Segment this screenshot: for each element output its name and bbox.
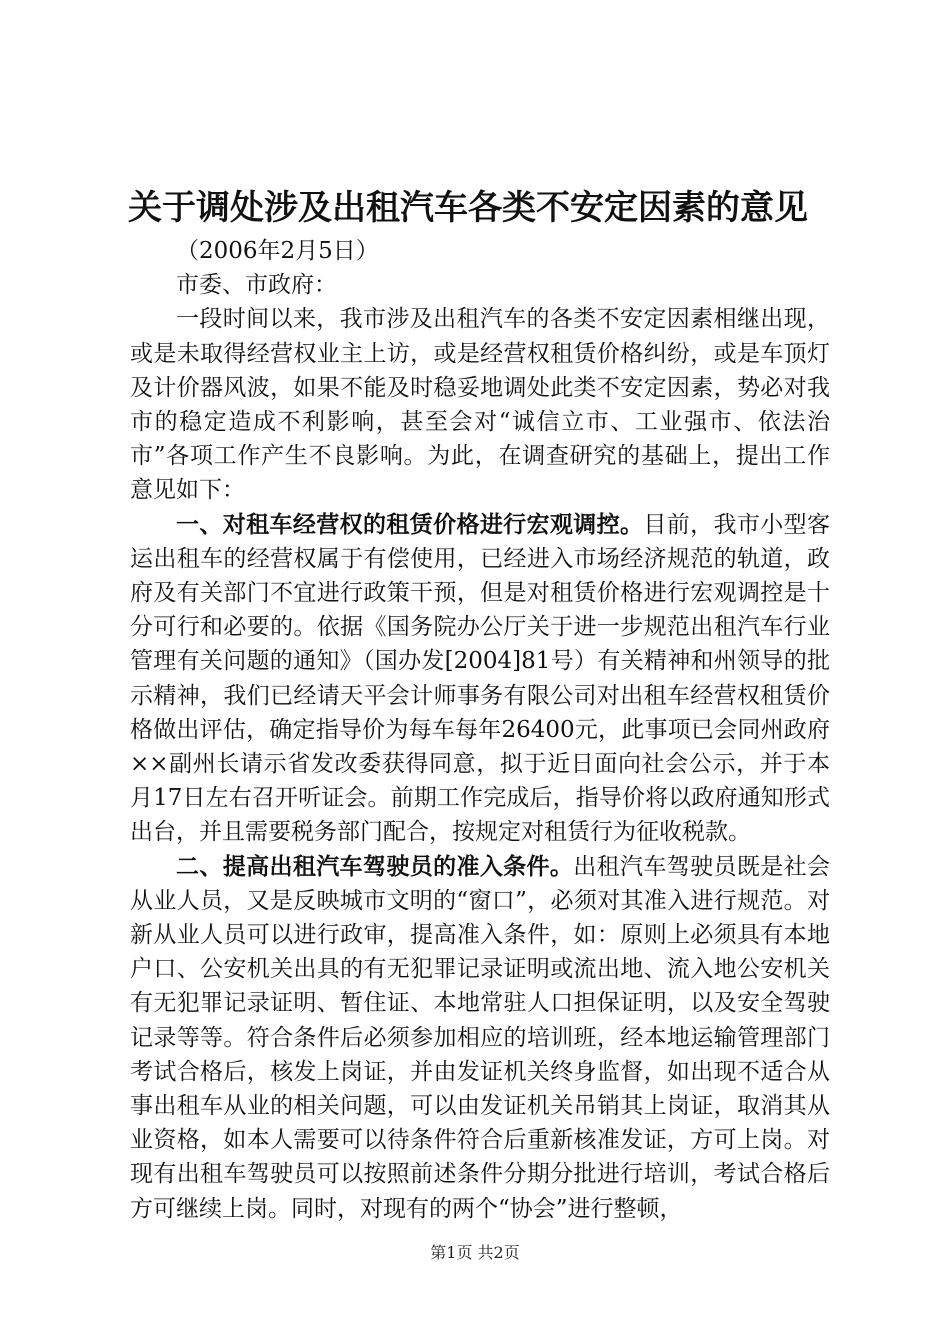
- section-1-body: 目前，我市小型客运出租车的经营权属于有偿使用，已经进入市场经济规范的轨道，政府及有关部门不宜进行政策干预，但是对租赁价格进行宏观调控是十分可行和必要的。依据《国务院办公厅关于进一步规范出租汽车行业管理有关问题的通知》（国办发[2004]81号）有关精神和州领导的批示精神，我们已经请天平会计师事务有限公司对出租车经营权租赁价格做出评估，确定指导价为每车每年26400元，此事项已会同州政府××副州长请示省发改委获得同意，拟于近日面向社会公示，并于本月17日左右召开听证会。前期工作完成后，指导价将以政府通知形式出台，并且需要税务部门配合，按规定对租赁行为征收税款。: [130, 511, 831, 846]
- document-title: 关于调处涉及出租汽车各类不安定因素的意见: [128, 188, 808, 228]
- section-2-paragraph: [130, 850, 830, 1226]
- salutation: 市委、市政府：: [176, 272, 337, 299]
- section-2-heading: 二、提高出租汽车驾驶员的准入条件。: [176, 852, 574, 880]
- document-body: [130, 234, 830, 1226]
- intro-paragraph: 一段时间以来，我市涉及出租汽车的各类不安定因素相继出现，或是未取得经营权业主上访，或是经营权租赁价格纠纷，或是车顶灯及计价器风波，如果不能及时稳妥地调处此类不安定因素，势必对我市的稳定造成不利影响，甚至会对“诚信立市、工业强市、依法治市”各项工作产生不良影响。为此，在调查研究的基础上，提出工作意见如下：: [130, 306, 830, 504]
- section-2-body: 出租汽车驾驶员既是社会从业人员，又是反映城市文明的“窗口”，必须对其准入进行规范。对新从业人员可以进行政审，提高准入条件，如：原则上必须具有本地户口、公安机关出具的有无犯罪记录证明或流出地、流入地公安机关有无犯罪记录证明、暂住证、本地常驻人口担保证明，以及安全驾驶记录等等。符合条件后必须参加相应的培训班，经本地运输管理部门考试合格后，核发上岗证，并由发证机关终身监督，如出现不适合从事出租车从业的相关问题，可以由发证机关吊销其上岗证，取消其从业资格，如本人需要可以待条件符合后重新核准发证，方可上岗。对现有出租车驾驶员可以按照前述条件分期分批进行培训，考试合格后方可继续上岗。同时，对现有的两个“协会”进行整顿，: [130, 853, 831, 1222]
- section-1-paragraph: [130, 508, 830, 850]
- section-1-heading: 一、对租车经营权的租赁价格进行宏观调控。: [176, 510, 644, 538]
- page-number: 第1页 共2页: [430, 1243, 520, 1262]
- document-date: （2006年2月5日）: [176, 238, 379, 264]
